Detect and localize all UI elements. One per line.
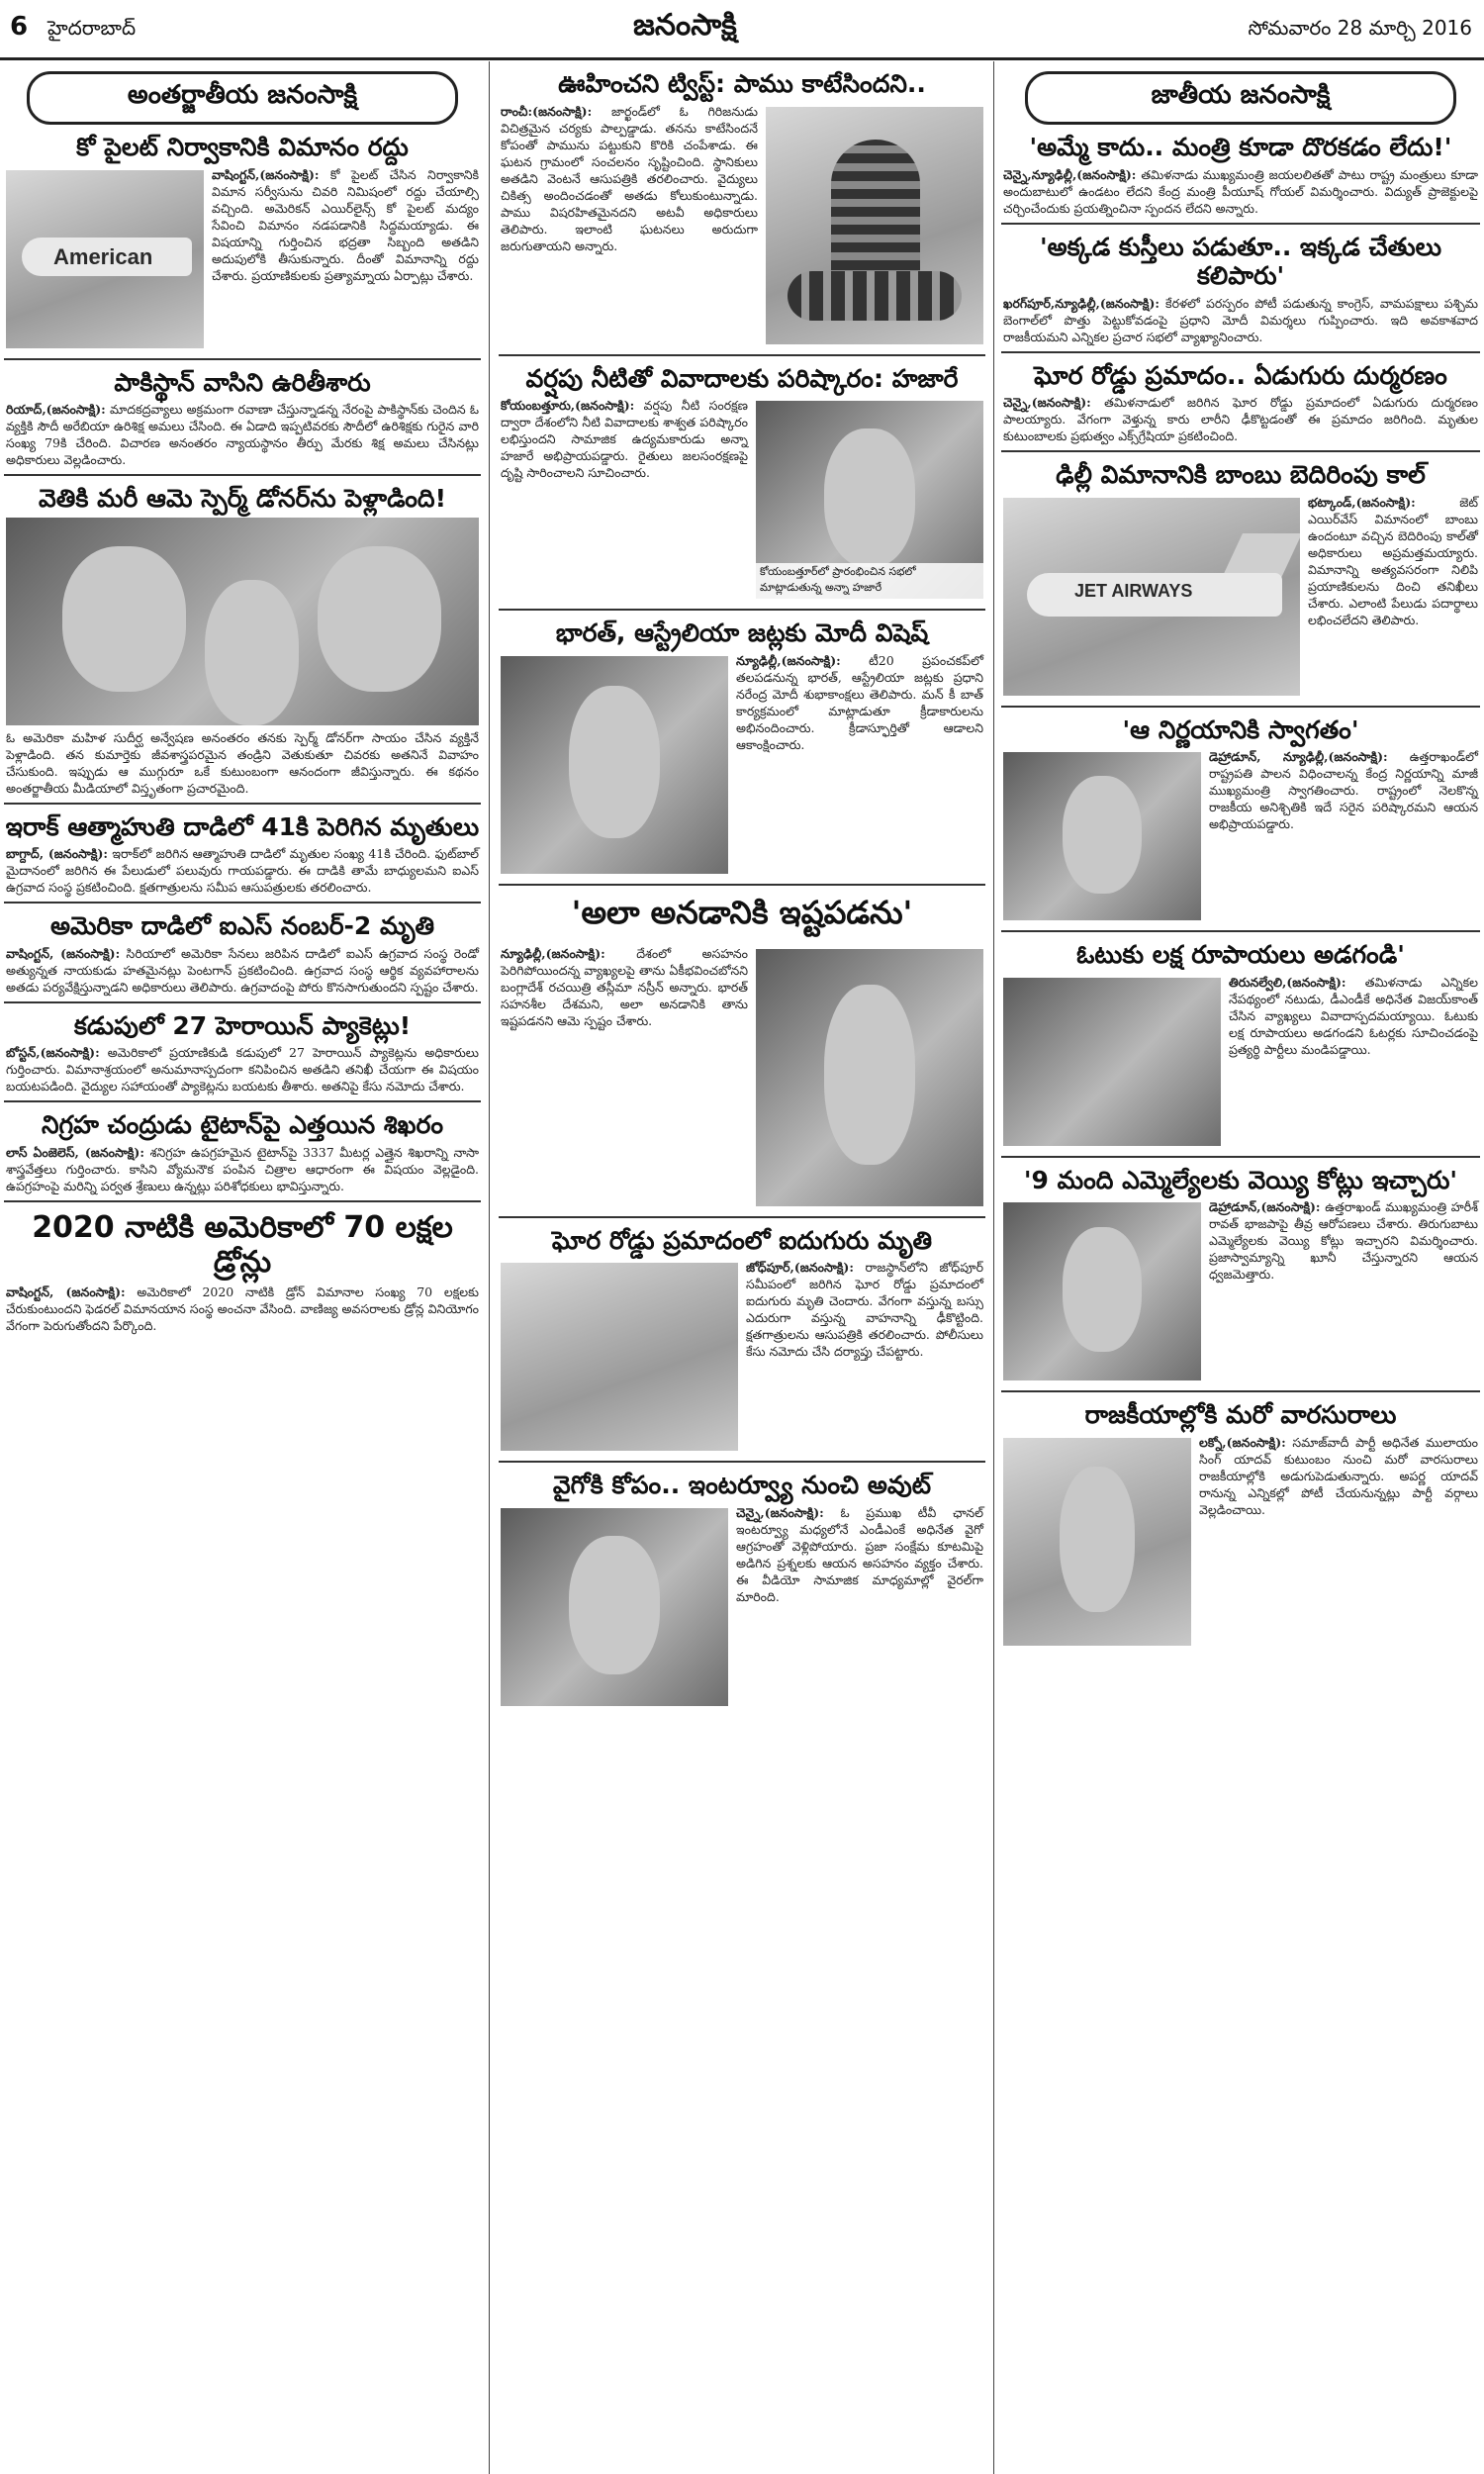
article-taslima bbox=[495, 894, 989, 1210]
article-drones bbox=[0, 1210, 485, 1335]
headline: ఊహించని ట్విస్ట్: పాము కాటేసిందని.. bbox=[558, 69, 926, 98]
taslima-photo bbox=[756, 949, 983, 1206]
dateline: బోస్టన్,(జనంసాక్షి): bbox=[6, 1045, 100, 1060]
article-goyal bbox=[997, 133, 1484, 217]
divider bbox=[499, 1216, 985, 1218]
article-body: అమెరికాలో ప్రయాణికుడి కడుపులో 27 హెరాయిన్ ప్యాకెట్లను అధికారులు గుర్తించారు. విమానాశ్రయంలో అనుమానాస్పదంగా కనిపించిన అతడిని తనిఖీ చేయగా ఈ విషయం బయటపడింది. వైద్యుల సహాయంతో ప్యాకెట్లను బయటకు తీశారు. అతనిపై కేసు నమోదు చేశారు. bbox=[6, 1045, 479, 1094]
city-label: హైదరాబాద్ bbox=[47, 16, 137, 40]
divider bbox=[1001, 930, 1480, 932]
dateline: చెన్నై,(జనంసాక్షి): bbox=[736, 1504, 824, 1520]
headline: 'అమ్మే కాదు.. మంత్రి కూడా దొరకడం లేదు!' bbox=[1029, 133, 1452, 161]
jet-airways-photo bbox=[1003, 498, 1300, 696]
divider bbox=[1001, 450, 1480, 452]
person-figure bbox=[824, 428, 915, 567]
divider bbox=[4, 1100, 481, 1102]
article-body: కో పైలట్ చేసిన నిర్వాకానికి విమాన సర్వీసును చివరి నిమిషంలో రద్దు చేయాల్సి వచ్చింది. అమెరికన్ ఎయిర్‌లైన్స్ కో పైలట్ మద్యం సేవించి విమానం నడపడానికి సిద్ధమయ్యాడు. ఈ విషయాన్ని గుర్తించిన భద్రతా సిబ్బంది అతడిని అదుపులోకి తీసుకున్నారు. దీంతో విమానాన్ని రద్దు చేశారు. ప్రయాణికులకు ప్రత్యామ్నాయ ఏర్పాట్లు చేశారు. bbox=[212, 166, 480, 283]
headline: అమెరికా దాడిలో ఐఎస్ నంబర్-2 మృతి bbox=[49, 911, 435, 940]
article-body: ఉత్తరాఖండ్‌లో రాష్ట్రపతి పాలన విధించాలన్న కేంద్ర నిర్ణయాన్ని మాజీ ముఖ్యమంత్రి స్వాగతించారు. రాష్ట్రంలో నెలకొన్న రాజకీయ అనిశ్చితికి ఇదే సరైన పరిష్కారమని ఆయన అభిప్రాయపడ్డారు. bbox=[1209, 749, 1478, 831]
article-body: ఓ ప్రముఖ టీవీ ఛానల్ ఇంటర్వ్యూ మధ్యలోనే ఎండీఎంకే అధినేత వైగో ఆగ్రహంతో వెళ్లిపోయారు. ప్రజా సంక్షేమ కూటమిపై అడిగిన ప్రశ్నలకు ఆయన అసహనం వ్యక్తం చేశారు. ఈ వీడియో సామాజిక మాధ్యమాల్లో వైరల్‌గా మారింది. bbox=[736, 1504, 983, 1604]
divider bbox=[4, 358, 481, 360]
article-body: శనిగ్రహ ఉపగ్రహమైన టైటాన్‌పై 3337 మీటర్ల ఎత్తైన శిఖరాన్ని నాసా శాస్త్రవేత్తలు గుర్తించారు. కాసిని వ్యోమనౌక పంపిన చిత్రాల ఆధారంగా ఈ విషయం వెల్లడైంది. ఉపగ్రహంపై మరిన్ని పర్వత శ్రేణులు ఉన్నట్లు పరిశోధకులు భావిస్తున్నారు. bbox=[6, 1144, 479, 1193]
article-snake-bite bbox=[495, 69, 989, 348]
article-bomb-threat bbox=[997, 460, 1484, 700]
person-figure bbox=[62, 546, 185, 692]
snake-hood bbox=[831, 140, 920, 288]
headline: 2020 నాటికి అమెరికాలో 70 లక్షల డ్రోన్లు bbox=[32, 1209, 453, 1280]
dateline: న్యూఢిల్లీ,(జనంసాక్షి): bbox=[736, 652, 841, 668]
article-heroin-packets bbox=[0, 1011, 485, 1095]
section-banner: జాతీయ జనంసాక్షి bbox=[1025, 71, 1456, 125]
snake-body bbox=[788, 271, 962, 321]
person-figure bbox=[1060, 1467, 1135, 1612]
politician-photo bbox=[1003, 752, 1201, 920]
headline: '9 మంది ఎమ్మెల్యేలకు వెయ్యి కోట్లు ఇచ్చారు' bbox=[1023, 1165, 1458, 1194]
article-body: తమిళనాడు ఎన్నికల నేపథ్యంలో నటుడు, డీఎండీకే అధినేత విజయ్‌కాంత్ చేసిన వ్యాఖ్యలు వివాదాస్పదమయ్యాయి. ఓటుకు లక్ష రూపాయలు అడగండని ఓటర్లకు సూచించడంపై ప్రత్యర్థి పార్టీలు మండిపడ్డాయి. bbox=[1229, 974, 1478, 1057]
article-flight-cancelled bbox=[0, 133, 485, 352]
headline: వెతికి మరీ ఆమె స్పెర్మ్ డోనర్‌ను పెళ్లాడింది! bbox=[39, 484, 446, 513]
section-banner: అంతర్జాతీయ జనంసాక్షి bbox=[27, 71, 458, 125]
person-figure bbox=[569, 1536, 660, 1674]
headline: వైగోకి కోపం.. ఇంటర్వ్యూ నుంచి అవుట్ bbox=[552, 1471, 932, 1499]
article-vote-lakh bbox=[997, 940, 1484, 1150]
article-body: టీ20 ప్రపంచకప్‌లో తలపడనున్న భారత్, ఆస్ట్రేలియా జట్లకు ప్రధాని నరేంద్ర మోదీ శుభాకాంక్షలు తెలిపారు. మన్ కీ బాత్ కార్యక్రమంలో మాట్లాడుతూ క్రీడాకారులను అభినందించారు. క్రీడాస్ఫూర్తితో ఆడాలని ఆకాంక్షించారు. bbox=[736, 652, 983, 752]
hazare-photo bbox=[756, 401, 983, 599]
article-body: జార్ఖండ్‌లో ఓ గిరిజనుడు విచిత్రమైన చర్యకు పాల్పడ్డాడు. తనను కాటేసిందనే కోపంతో పామును పట్టుకుని కొరికి చంపేశాడు. ఈ ఘటన గ్రామంలో సంచలనం సృష్టించింది. స్థానికులు అతడిని వెంటనే ఆసుపత్రికి తరలించారు. వైద్యులు చికిత్స అందించడంతో అతడు కోలుకుంటున్నాడు. పాము విషరహితమైనదని అటవీ అధికారులు తెలిపారు. ఇలాంటి ఘటనలు అరుదుగా జరుగుతాయని అన్నారు. bbox=[501, 103, 758, 253]
dateline: లాస్ ఏంజెలెస్, (జనంసాక్షి): bbox=[6, 1144, 144, 1160]
column-divider bbox=[489, 61, 490, 2474]
article-vaiko bbox=[495, 1471, 989, 1710]
article-body: తమిళనాడులో జరిగిన ఘోర రోడ్డు ప్రమాదంలో ఏడుగురు దుర్మరణం పాలయ్యారు. వేగంగా వెళ్తున్న కారు లారీని ఢీకొట్టడంతో ఈ ప్రమాదం జరిగింది. మృతుల కుటుంబాలకు ప్రభుత్వం ఎక్స్‌గ్రేషియా ప్రకటించింది. bbox=[1003, 395, 1478, 443]
column-center bbox=[495, 61, 989, 2474]
headline: ఢిల్లీ విమానానికి బాంబు బెదిరింపు కాల్ bbox=[1056, 460, 1426, 489]
article-body: ఇరాక్‌లో జరిగిన ఆత్మాహుతి దాడిలో మృతుల సంఖ్య 41కి చేరింది. ఫుట్‌బాల్ మైదానంలో జరిగిన ఈ పేలుడులో పలువురు గాయపడ్డారు. ఈ దాడికి తామే బాధ్యులమని ఐఎస్ ఉగ్రవాద సంస్థ ప్రకటించింది. క్షతగాత్రులను సమీప ఆసుపత్రులకు తరలించారు. bbox=[6, 846, 479, 895]
family-photo bbox=[6, 518, 479, 725]
person-figure bbox=[1063, 1227, 1142, 1352]
dateline: న్యూఢిల్లీ,(జనంసాక్షి): bbox=[501, 945, 605, 961]
aparna-photo bbox=[1003, 1438, 1191, 1646]
article-body: మాదకద్రవ్యాలు అక్రమంగా రవాణా చేస్తున్నాడన్న నేరంపై పాకిస్థాన్‌కు చెందిన ఓ వ్యక్తికి సౌదీ అరేబియా ఉరిశిక్ష అమలు చేసింది. ఈ ఏడాది ఇప్పటివరకు సౌదీలో ఉరిశిక్షకు గురైన వారి సంఖ్య 79కి చేరింది. విచారణ అనంతరం న్యాయస్థానం తీర్పు మేరకు శిక్ష అమలు చేసినట్లు అధికారులు వెల్లడించారు. bbox=[6, 402, 479, 467]
divider bbox=[1001, 223, 1480, 225]
article-road-accident-five bbox=[495, 1226, 989, 1456]
column-divider bbox=[993, 61, 994, 2474]
dateline: తిరునల్వేలి,(జనంసాక్షి): bbox=[1229, 974, 1346, 990]
article-iraq-attack bbox=[0, 812, 485, 897]
divider bbox=[499, 1461, 985, 1463]
headline-quote: 'అలా అనడానికి ఇష్టపడను' bbox=[571, 893, 913, 931]
column-international bbox=[0, 61, 485, 2474]
person-figure bbox=[569, 686, 660, 838]
article-body: రాజస్థాన్‌లోని జోధ్‌పూర్ సమీపంలో జరిగిన ఘోర రోడ్డు ప్రమాదంలో ఐదుగురు మృతి చెందారు. వేగంగా వస్తున్న బస్సు ఎదురుగా వస్తున్న వాహనాన్ని ఢీకొట్టింది. క్షతగాత్రులను ఆసుపత్రికి తరలించారు. పోలీసులు కేసు నమోదు చేసి దర్యాప్తు చేపట్టారు. bbox=[746, 1260, 983, 1359]
airplane-photo bbox=[6, 170, 204, 348]
article-sperm-donor bbox=[0, 484, 485, 797]
headline: 'ఆ నిర్ణయానికి స్వాగతం' bbox=[1122, 714, 1359, 744]
headline: పాకిస్థాన్ వాసిని ఉరితీశారు bbox=[114, 367, 371, 397]
article-body: సిరియాలో అమెరికా సేనలు జరిపిన దాడిలో ఐఎస్ ఉగ్రవాద సంస్థ రెండో అత్యున్నత నాయకుడు హతమైనట్లు పెంటగాన్ ప్రకటించింది. ఉగ్రవాద సంస్థ ఆర్థిక వ్యవహారాలను అతడు పర్యవేక్షిస్తున్నాడని అధికారులు తెలిపారు. ఉగ్రవాదంపై పోరు కొనసాగుతుందని స్పష్టం చేశారు. bbox=[6, 945, 479, 995]
dateline: రియాద్,(జనంసాక్షి): bbox=[6, 402, 106, 417]
headline: ఘోర రోడ్డు ప్రమాదం.. ఏడుగురు దుర్మరణం bbox=[1034, 360, 1447, 390]
divider bbox=[4, 902, 481, 904]
dateline: వాషింగ్టన్, (జనంసాక్షి): bbox=[6, 945, 121, 961]
rally-photo bbox=[1003, 978, 1221, 1146]
divider bbox=[1001, 351, 1480, 353]
headline: 'అక్కడ కుస్తీలు పడుతూ.. ఇక్కడ చేతులు కలిపారు' bbox=[1039, 232, 1442, 290]
article-hazare bbox=[495, 364, 989, 604]
dateline: వాషింగ్టన్,(జనంసాక్షి): bbox=[212, 166, 320, 182]
modi-photo bbox=[501, 656, 728, 874]
snake-photo bbox=[766, 107, 983, 344]
article-body: కేరళలో పరస్పరం పోటీ పడుతున్న కాంగ్రెస్, వామపక్షాలు పశ్చిమ బెంగాల్‌లో పొత్తు పెట్టుకోవడంపై ప్రధాని మోదీ విమర్శలు గుప్పించారు. ఇది అవకాశవాద రాజకీయమని ఎన్నికల ప్రచార సభలో వ్యాఖ్యానించారు. bbox=[1003, 295, 1478, 344]
divider bbox=[499, 354, 985, 356]
headline: నిగ్రహ చంద్రుడు టైటాన్‌పై ఎత్తయిన శిఖరం bbox=[42, 1110, 443, 1139]
article-body: ఉత్తరాఖండ్ ముఖ్యమంత్రి హరీశ్ రావత్ భాజపాపై తీవ్ర ఆరోపణలు చేశారు. తిరుగుబాటు ఎమ్మెల్యేలకు వెయ్యి కోట్లు ఇచ్చారని విమర్శించారు. ప్రజాస్వామ్యాన్ని ఖూనీ చేస్తున్నారని ఆయన ధ్వజమెత్తారు. bbox=[1209, 1199, 1478, 1282]
divider bbox=[499, 609, 985, 611]
headline: కడుపులో 27 హెరాయిన్ ప్యాకెట్లు! bbox=[73, 1010, 412, 1040]
article-body: సమాజ్‌వాదీ పార్టీ అధినేత ములాయం సింగ్ యాదవ్ కుటుంబం నుంచి మరో వారసురాలు రాజకీయాల్లోకి అడుగుపెడుతున్నారు. అపర్ణ యాదవ్ రానున్న ఎన్నికల్లో పోటీ చేయనున్నట్లు పార్టీ వర్గాలు వెల్లడించాయి. bbox=[1199, 1434, 1479, 1517]
page-header bbox=[0, 0, 1484, 60]
dateline: భట్కాండ్,(జనంసాక్షి): bbox=[1308, 494, 1416, 510]
photo-caption: కోయంబత్తూర్‌లో ప్రారంభించిన సభలో మాట్లాడుతున్న అన్నా హజారే bbox=[756, 563, 983, 599]
article-body: దేశంలో అసహనం పెరిగిపోయిందన్న వ్యాఖ్యలపై తాను ఏకీభవించబోనని బంగ్లాదేశ్ రచయిత్రి తస్లీమా నస్రీన్ అన్నారు. భారత్ సహనశీల దేశమని, అలా అనడానికి తాను ఇష్టపడనని ఆమె స్పష్టం చేశారు. bbox=[501, 945, 748, 1028]
issue-date: సోమవారం 28 మార్చి 2016 bbox=[1248, 16, 1472, 40]
headline: రాజకీయాల్లోకి మరో వారసురాలు bbox=[1084, 1400, 1397, 1429]
headline: ఘోర రోడ్డు ప్రమాదంలో ఐదుగురు మృతి bbox=[551, 1225, 933, 1255]
divider bbox=[4, 1001, 481, 1003]
headline: ఓటుకు లక్ష రూపాయలు అడగండి' bbox=[1076, 940, 1405, 969]
article-body: తమిళనాడు ముఖ్యమంత్రి జయలలితతో పాటు రాష్ట్ర మంత్రులు కూడా అందుబాటులో ఉండటం లేదని కేంద్ర మంత్రి పీయూష్ గోయల్ విమర్శించారు. విద్యుత్ ప్రాజెక్టులపై చర్చించేందుకు ప్రయత్నించినా స్పందన లేదని అన్నారు. bbox=[1003, 166, 1478, 216]
dateline: కోయంబత్తూరు,(జనంసాక్షి): bbox=[501, 398, 635, 413]
dateline: ఖరగ్‌పూర్,న్యూఢిల్లీ,(జనంసాక్షి): bbox=[1003, 295, 1159, 311]
dateline: జోధ్‌పూర్,(జనంసాక్షి): bbox=[746, 1260, 854, 1275]
airline-logo-text: American bbox=[53, 244, 153, 270]
headline: భారత్, ఆస్ట్రేలియా జట్లకు మోదీ విషెష్ bbox=[555, 618, 929, 647]
headline: వర్షపు నీటితో వివాదాలకు పరిష్కారం: హజారే bbox=[525, 363, 959, 393]
person-figure bbox=[318, 546, 440, 692]
article-body: జెట్ ఎయిర్‌వేస్ విమానంలో బాంబు ఉందంటూ వచ్చిన బెదిరింపు కాల్‌తో అధికారులు అప్రమత్తమయ్యారు. విమానాన్ని అత్యవసరంగా నిలిపి ప్రయాణికులను దించి తనిఖీలు చేశారు. ఎలాంటి పేలుడు పదార్థాలు లభించలేదని తెలిపారు. bbox=[1308, 494, 1478, 627]
article-pakistani-executed bbox=[0, 368, 485, 469]
article-body: వర్షపు నీటి సంరక్షణ ద్వారా దేశంలోని నీటి వివాదాలకు శాశ్వత పరిష్కారం లభిస్తుందని సామాజిక ఉద్యమకారుడు అన్నా హజారే అభిప్రాయపడ్డారు. రైతులు జలసంరక్షణపై దృష్టి సారించాలని సూచించారు. bbox=[501, 398, 748, 480]
article-welcome-decision bbox=[997, 715, 1484, 925]
article-is-leader-killed bbox=[0, 911, 485, 996]
rawat-photo bbox=[1003, 1202, 1201, 1380]
article-modi-bengal bbox=[997, 233, 1484, 345]
dateline: లక్నో,(జనంసాక్షి): bbox=[1199, 1434, 1286, 1450]
dateline: చెన్నై,(జనంసాక్షి): bbox=[1003, 395, 1091, 410]
divider bbox=[4, 474, 481, 476]
person-figure bbox=[205, 580, 300, 725]
masthead: జనంసాక్షి bbox=[633, 8, 737, 43]
divider bbox=[1001, 1390, 1480, 1392]
article-mla-crores bbox=[997, 1166, 1484, 1385]
dateline: బాగ్దాద్, (జనంసాక్షి): bbox=[6, 846, 108, 861]
article-body: అమెరికాలో 2020 నాటికి డ్రోన్ విమానాల సంఖ్య 70 లక్షలకు చేరుకుంటుందని ఫెడరల్ విమానయాన సంస్థ అంచనా వేసింది. వాణిజ్య అవసరాలకు డ్రోన్ల వినియోగం వేగంగా పెరుగుతోందని పేర్కొంది. bbox=[6, 1285, 479, 1334]
dateline: రాంచీ:(జనంసాక్షి): bbox=[501, 103, 593, 119]
divider bbox=[499, 884, 985, 886]
article-modi-wishes bbox=[495, 618, 989, 878]
article-titan-peak bbox=[0, 1110, 485, 1194]
vaiko-photo bbox=[501, 1508, 728, 1706]
accident-photo bbox=[501, 1263, 738, 1451]
dateline: వాషింగ్టన్, (జనంసాక్షి): bbox=[6, 1285, 126, 1300]
person-figure bbox=[1063, 776, 1142, 894]
divider bbox=[1001, 1156, 1480, 1158]
column-national bbox=[997, 61, 1484, 2474]
divider bbox=[4, 803, 481, 805]
headline: ఇరాక్ ఆత్మాహుతి దాడిలో 41కి పెరిగిన మృతులు bbox=[5, 811, 480, 841]
divider bbox=[4, 1200, 481, 1202]
article-road-accident-seven bbox=[997, 361, 1484, 445]
airline-logo-text: JET AIRWAYS bbox=[1074, 580, 1193, 601]
person-figure bbox=[824, 985, 915, 1165]
article-political-heir bbox=[997, 1400, 1484, 1650]
dateline: డెహ్రాడూన్,(జనంసాక్షి): bbox=[1209, 1199, 1321, 1214]
headline: కో పైలట్ నిర్వాకానికి విమానం రద్దు bbox=[76, 133, 409, 161]
dateline: డెహ్రాడూన్, న్యూఢిల్లీ,(జనంసాక్షి): bbox=[1209, 749, 1388, 764]
dateline: చెన్నై,న్యూఢిల్లీ,(జనంసాక్షి): bbox=[1003, 166, 1137, 182]
page-number: 6 bbox=[10, 12, 29, 42]
article-body: ఓ అమెరికా మహిళ సుదీర్ఘ అన్వేషణ అనంతరం తనకు స్పెర్మ్ డోనర్‌గా సాయం చేసిన వ్యక్తినే పెళ్లాడింది. తన కుమార్తెకు జీవశాస్త్రపరమైన తండ్రిని వెతుకుతూ చివరకు అతనినే వివాహం చేసుకుంది. ఇప్పుడు ఆ ముగ్గురూ ఒకే కుటుంబంగా ఆనందంగా జీవిస్తున్నారు. ఈ కథనం అంతర్జాతీయ మీడియాలో విస్తృతంగా ప్రచారమైంది. bbox=[6, 729, 479, 796]
divider bbox=[1001, 706, 1480, 708]
